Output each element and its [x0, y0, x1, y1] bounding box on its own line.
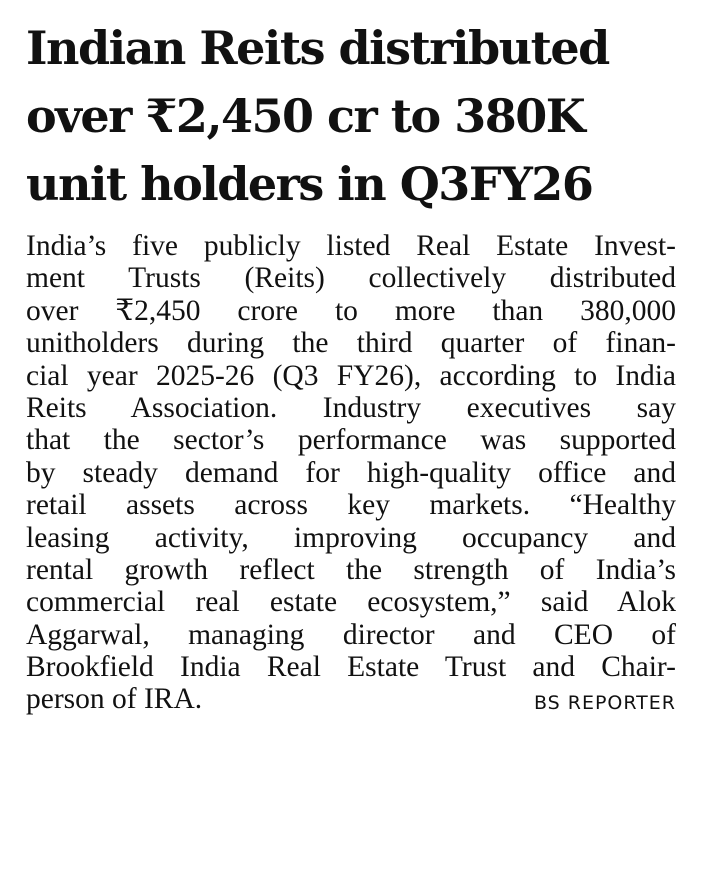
body-line: over ₹2,450 crore to more than 380,000	[26, 294, 676, 327]
body-line: commercial real estate ecosystem,” said Alok	[26, 586, 676, 619]
body-line: Reits Association. Industry executives say	[26, 391, 676, 424]
headline-line: unit holders in Q3FY26	[26, 157, 593, 211]
body-line: India’s five publicly listed Real Estate Invest-	[26, 230, 676, 262]
headline-line: over ₹2,450 cr to 380K	[26, 89, 585, 143]
body-line: Brookfield India Real Estate Trust and Chair-	[26, 651, 676, 684]
body-line: Aggarwal, managing director and CEO of	[26, 618, 676, 651]
headline-line: Indian Reits distributed	[26, 21, 609, 75]
article-body	[26, 230, 676, 716]
body-line: rental growth reflect the strength of India’s	[26, 553, 676, 586]
body-line: that the sector’s performance was supported	[26, 424, 676, 457]
body-line: ment Trusts (Reits) collectively distributed	[26, 262, 676, 295]
body-line: by steady demand for high-quality office and	[26, 456, 676, 489]
body-line: retail assets across key markets. “Healthy	[26, 489, 676, 522]
body-line: unitholders during the third quarter of finan-	[26, 327, 676, 360]
headline	[26, 14, 676, 218]
body-line-text: person of IRA.	[26, 683, 203, 716]
body-line: leasing activity, improving occupancy and	[26, 521, 676, 554]
news-article	[26, 14, 676, 716]
body-line: cial year 2025-26 (Q3 FY26), according to India	[26, 359, 676, 392]
body-line-last	[26, 683, 676, 715]
byline: BS REPORTER	[533, 692, 676, 715]
